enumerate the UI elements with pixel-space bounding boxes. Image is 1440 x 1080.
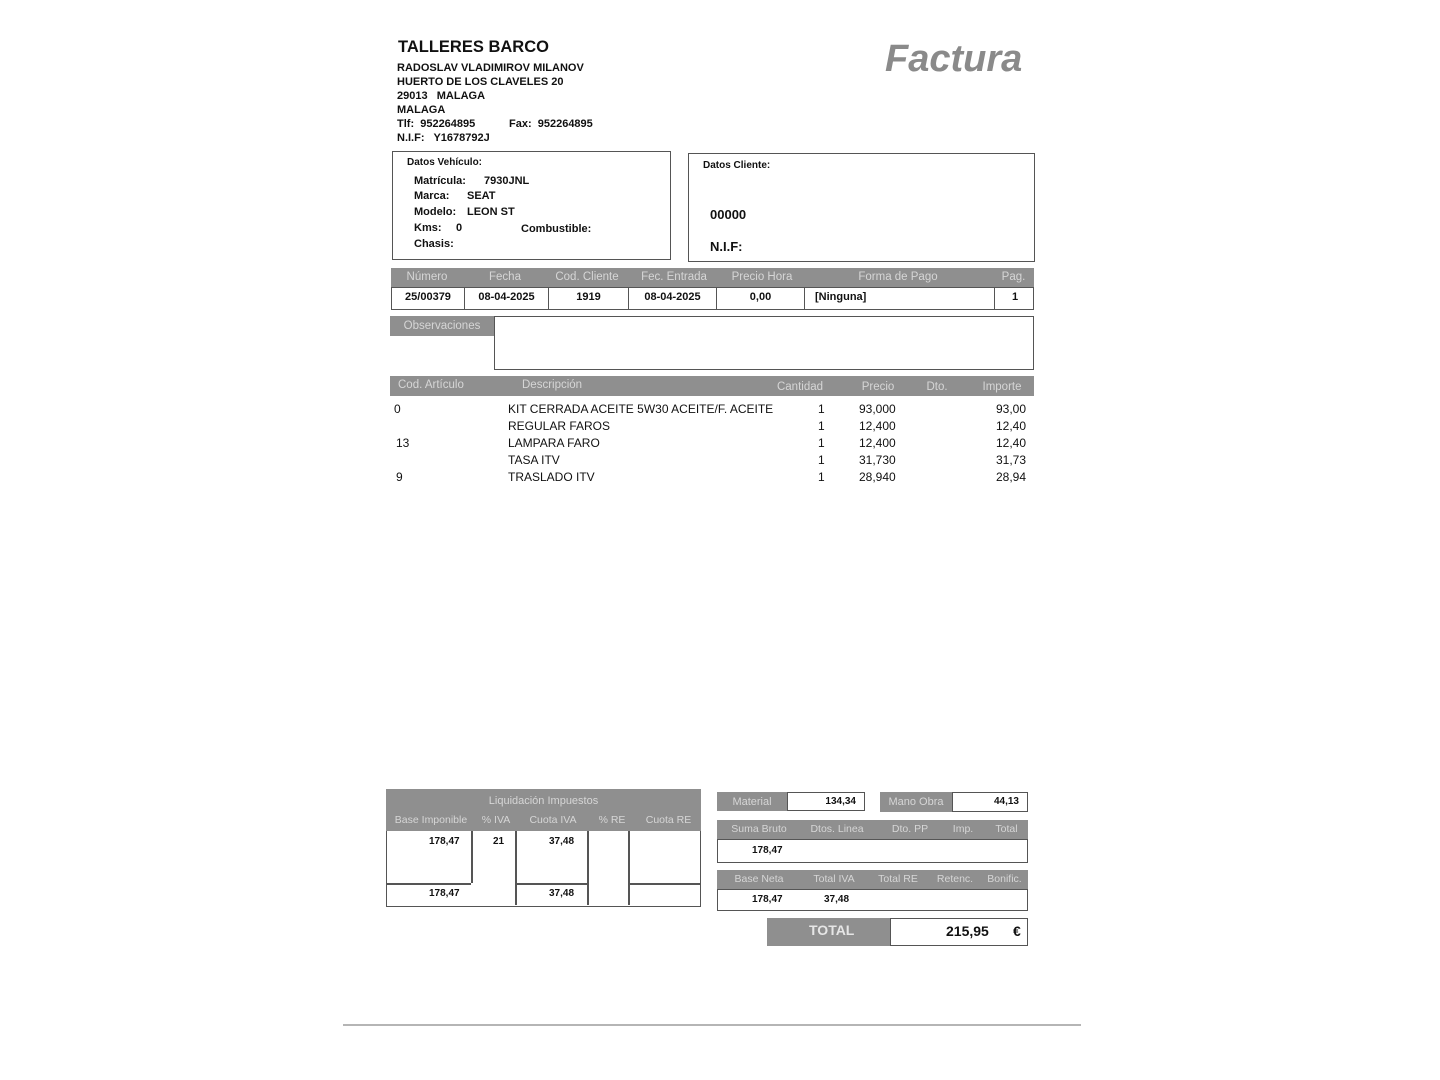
total-value: 215,95	[946, 923, 989, 939]
lines-hdr-desc: Descripción	[522, 379, 583, 391]
hdr-fecha: Fecha	[489, 271, 521, 283]
val-pag: 1	[994, 288, 1035, 309]
val-forma-pago: [Ninguna]	[804, 288, 994, 309]
vehicle-box	[392, 151, 671, 260]
lines-hdr-cod: Cod. Artículo	[398, 379, 464, 391]
taxes-base: 178,47	[429, 836, 460, 847]
invoice-header-bar	[391, 268, 1034, 287]
observaciones-label	[390, 316, 494, 336]
company-postal-city: 29013 MALAGA	[397, 90, 486, 102]
val-fec-entrada: 08-04-2025	[628, 288, 716, 309]
observaciones-text: Observaciones	[403, 320, 481, 332]
vehicle-modelo-label: Modelo:	[414, 206, 457, 218]
material-value: 134,34	[825, 796, 856, 807]
line-cant: 1	[818, 402, 825, 416]
line-importe: 31,73	[995, 453, 1026, 467]
taxes-col-base: Base Imponible	[394, 814, 468, 826]
line-cod: 0	[394, 402, 401, 416]
summary-total-re: Total RE	[878, 873, 918, 885]
line-cant: 1	[818, 419, 825, 433]
line-precio: 31,730	[859, 453, 896, 467]
taxes-col-re-pct: % RE	[598, 814, 626, 826]
hdr-forma-pago: Forma de Pago	[858, 271, 938, 283]
hdr-fec-entrada: Fec. Entrada	[641, 271, 707, 283]
summary-row2-header	[717, 870, 1028, 889]
line-importe: 93,00	[995, 402, 1026, 416]
line-desc: KIT CERRADA ACEITE 5W30 ACEITE/F. ACEITE	[508, 402, 774, 416]
vehicle-matricula: 7930JNL	[484, 175, 530, 187]
taxes-cuota: 37,48	[549, 836, 575, 847]
line-importe: 12,40	[995, 419, 1026, 433]
val-numero: 25/00379	[405, 291, 451, 303]
summary-row1-header	[717, 820, 1028, 839]
table-row	[390, 419, 1034, 436]
table-row	[390, 436, 1034, 453]
vehicle-modelo: LEON ST	[467, 206, 515, 218]
hdr-cod-cliente: Cod. Cliente	[555, 271, 619, 283]
line-cod: 13	[396, 436, 410, 450]
line-precio: 93,000	[859, 402, 896, 416]
vehicle-kms: 0	[456, 222, 463, 234]
total-value-cell	[890, 918, 1028, 946]
invoice-header-values	[391, 287, 1034, 310]
taxes-iva-pct: 21	[493, 836, 505, 847]
summary-total-iva: Total IVA	[813, 873, 855, 885]
line-desc: TRASLADO ITV	[508, 470, 595, 484]
company-nif: N.I.F: Y1678792J	[397, 132, 490, 144]
summary-dtos-linea: Dtos. Linea	[810, 823, 864, 835]
summary-row1-values	[717, 839, 1028, 863]
vehicle-combustible-label: Combustible:	[521, 223, 592, 235]
vehicle-marca: SEAT	[467, 190, 496, 202]
mano-obra-value: 44,13	[993, 796, 1019, 807]
line-desc: TASA ITV	[508, 453, 560, 467]
company-phone: Tlf: 952264895	[397, 118, 476, 130]
total-label: TOTAL	[809, 922, 855, 938]
summary-base-neta: Base Neta	[734, 873, 784, 885]
summary-suma-bruto: Suma Bruto	[731, 823, 787, 835]
summary-suma-bruto-value: 178,47	[752, 845, 783, 856]
summary-retenc: Retenc.	[936, 873, 974, 885]
taxes-body	[386, 831, 701, 907]
company-address: HUERTO DE LOS CLAVELES 20	[397, 76, 564, 88]
table-row	[390, 470, 1034, 487]
vehicle-heading: Datos Vehículo:	[407, 157, 483, 168]
line-cant: 1	[818, 470, 825, 484]
total-currency: €	[1013, 923, 1021, 939]
taxes-title: Liquidación Impuestos	[488, 795, 599, 807]
taxes-col-cuota-iva: Cuota IVA	[529, 814, 577, 826]
summary-total-iva-value: 37,48	[824, 894, 850, 905]
lines-hdr-precio: Precio	[861, 381, 895, 393]
taxes-col-iva-pct: % IVA	[481, 814, 511, 826]
taxes-total-base: 178,47	[429, 888, 460, 899]
client-heading: Datos Cliente:	[703, 160, 771, 171]
val-precio-hora: 0,00	[716, 288, 804, 309]
vehicle-matricula-label: Matrícula:	[414, 175, 466, 187]
lines-hdr-cant: Cantidad	[776, 381, 824, 393]
material-value-cell	[787, 792, 865, 811]
vehicle-chasis-label: Chasis:	[414, 238, 454, 250]
lines-hdr-dto: Dto.	[926, 381, 948, 393]
line-cant: 1	[818, 436, 825, 450]
summary-imp: Imp.	[952, 823, 974, 835]
observaciones-box	[494, 316, 1034, 370]
client-box	[688, 153, 1035, 262]
line-importe: 12,40	[995, 436, 1026, 450]
taxes-total-cuota: 37,48	[549, 888, 575, 899]
line-desc: REGULAR FAROS	[508, 419, 611, 433]
mano-obra-label-cell	[880, 792, 952, 812]
line-importe: 28,94	[995, 470, 1026, 484]
summary-total: Total	[995, 823, 1018, 835]
client-nif-label: N.I.F:	[710, 239, 743, 254]
line-precio: 12,400	[859, 436, 896, 450]
lines-table	[390, 402, 1034, 492]
line-precio: 28,940	[859, 470, 896, 484]
client-code: 00000	[710, 207, 747, 222]
line-cod: 9	[396, 470, 403, 484]
material-label-cell	[717, 792, 787, 811]
taxes-col-cuota-re: Cuota RE	[645, 814, 692, 826]
summary-bonific: Bonific.	[987, 873, 1022, 885]
company-fax: Fax: 952264895	[509, 118, 593, 130]
summary-base-neta-value: 178,47	[752, 894, 783, 905]
line-precio: 12,400	[859, 419, 896, 433]
document-title: Factura	[885, 38, 1023, 80]
hdr-numero: Número	[406, 271, 448, 283]
val-cod-cliente: 1919	[548, 288, 628, 309]
total-label-cell	[767, 918, 890, 946]
val-fecha: 08-04-2025	[464, 288, 548, 309]
company-province: MALAGA	[397, 104, 446, 116]
company-owner: RADOSLAV VLADIMIROV MILANOV	[397, 62, 584, 74]
summary-row2-values	[717, 889, 1028, 911]
line-desc: LAMPARA FARO	[508, 436, 600, 450]
hdr-precio-hora: Precio Hora	[731, 271, 793, 283]
table-row	[390, 453, 1034, 470]
lines-hdr-importe: Importe	[982, 381, 1022, 393]
material-label: Material	[732, 796, 772, 808]
summary-dto-pp: Dto. PP	[891, 823, 929, 835]
hdr-pag: Pag.	[1001, 271, 1026, 283]
vehicle-kms-label: Kms:	[414, 222, 442, 234]
mano-obra-label: Mano Obra	[888, 796, 944, 808]
company-name: TALLERES BARCO	[398, 38, 549, 56]
page-bottom-rule	[343, 1024, 1081, 1026]
mano-obra-value-cell	[952, 792, 1028, 812]
table-row	[390, 402, 1034, 419]
taxes-header	[386, 789, 701, 831]
vehicle-marca-label: Marca:	[414, 190, 450, 202]
lines-header-bar	[390, 376, 1034, 396]
line-cant: 1	[818, 453, 825, 467]
